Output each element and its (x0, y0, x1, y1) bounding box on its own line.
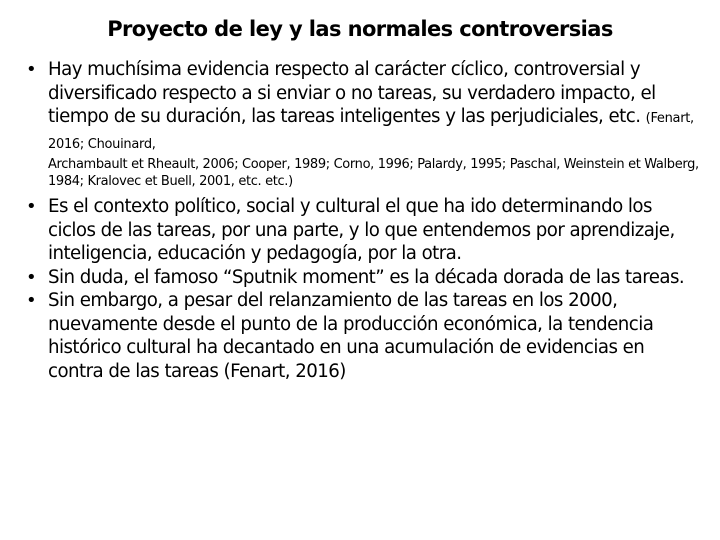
bullet-icon: • (26, 196, 37, 217)
bullet-icon: • (26, 266, 37, 288)
bullet-text-3: Sin duda, el famoso “Sputnik moment” es la década dorada de las tareas. (48, 266, 685, 288)
bullet-item-2 (22, 195, 702, 266)
bullet-icon: • (26, 59, 37, 80)
bullet-item-1 (22, 58, 702, 190)
bullet-text-4: Sin embargo, a pesar del relanzamiento de las tareas en los 2000, nuevamente desde el punto de la producción económica, la tendencia histórico cultural ha decantado en una acumulación de evidencias en contra de las tareas (Fenart, 2016) (48, 290, 654, 382)
bullet-text-1-main: Hay muchísima evidencia respecto al carácter cíclico, controversial y diversificado respecto a si enviar o no tareas, su verdadero impacto, el tiempo de su duración, las tareas inteligentes y las perjudiciales, etc. (48, 59, 656, 127)
bullet-text-2: Es el contexto político, social y cultural el que ha ido determinando los ciclos de las tareas, por una parte, y lo que entendemos por aprendizaje, inteligencia, educación y pedagogía, por la otra. (48, 196, 675, 264)
slide-title: Proyecto de ley y las normales controversias (107, 17, 613, 41)
bullet-list (22, 58, 702, 383)
citation-rest: Archambault et Rheault, 2006; Cooper, 1989; Corno, 1996; Palardy, 1995; Paschal, Weinstein et Walberg, 1984; Kralovec et Buell, 2001, etc. etc.) (48, 157, 699, 189)
bullet-item-3 (22, 266, 702, 290)
bullet-icon: • (26, 290, 37, 311)
citation-start: (Fenart, 2016; Chouinard, (48, 111, 694, 152)
bullet-text-1 (48, 58, 702, 190)
bullet-item-4 (22, 289, 702, 383)
